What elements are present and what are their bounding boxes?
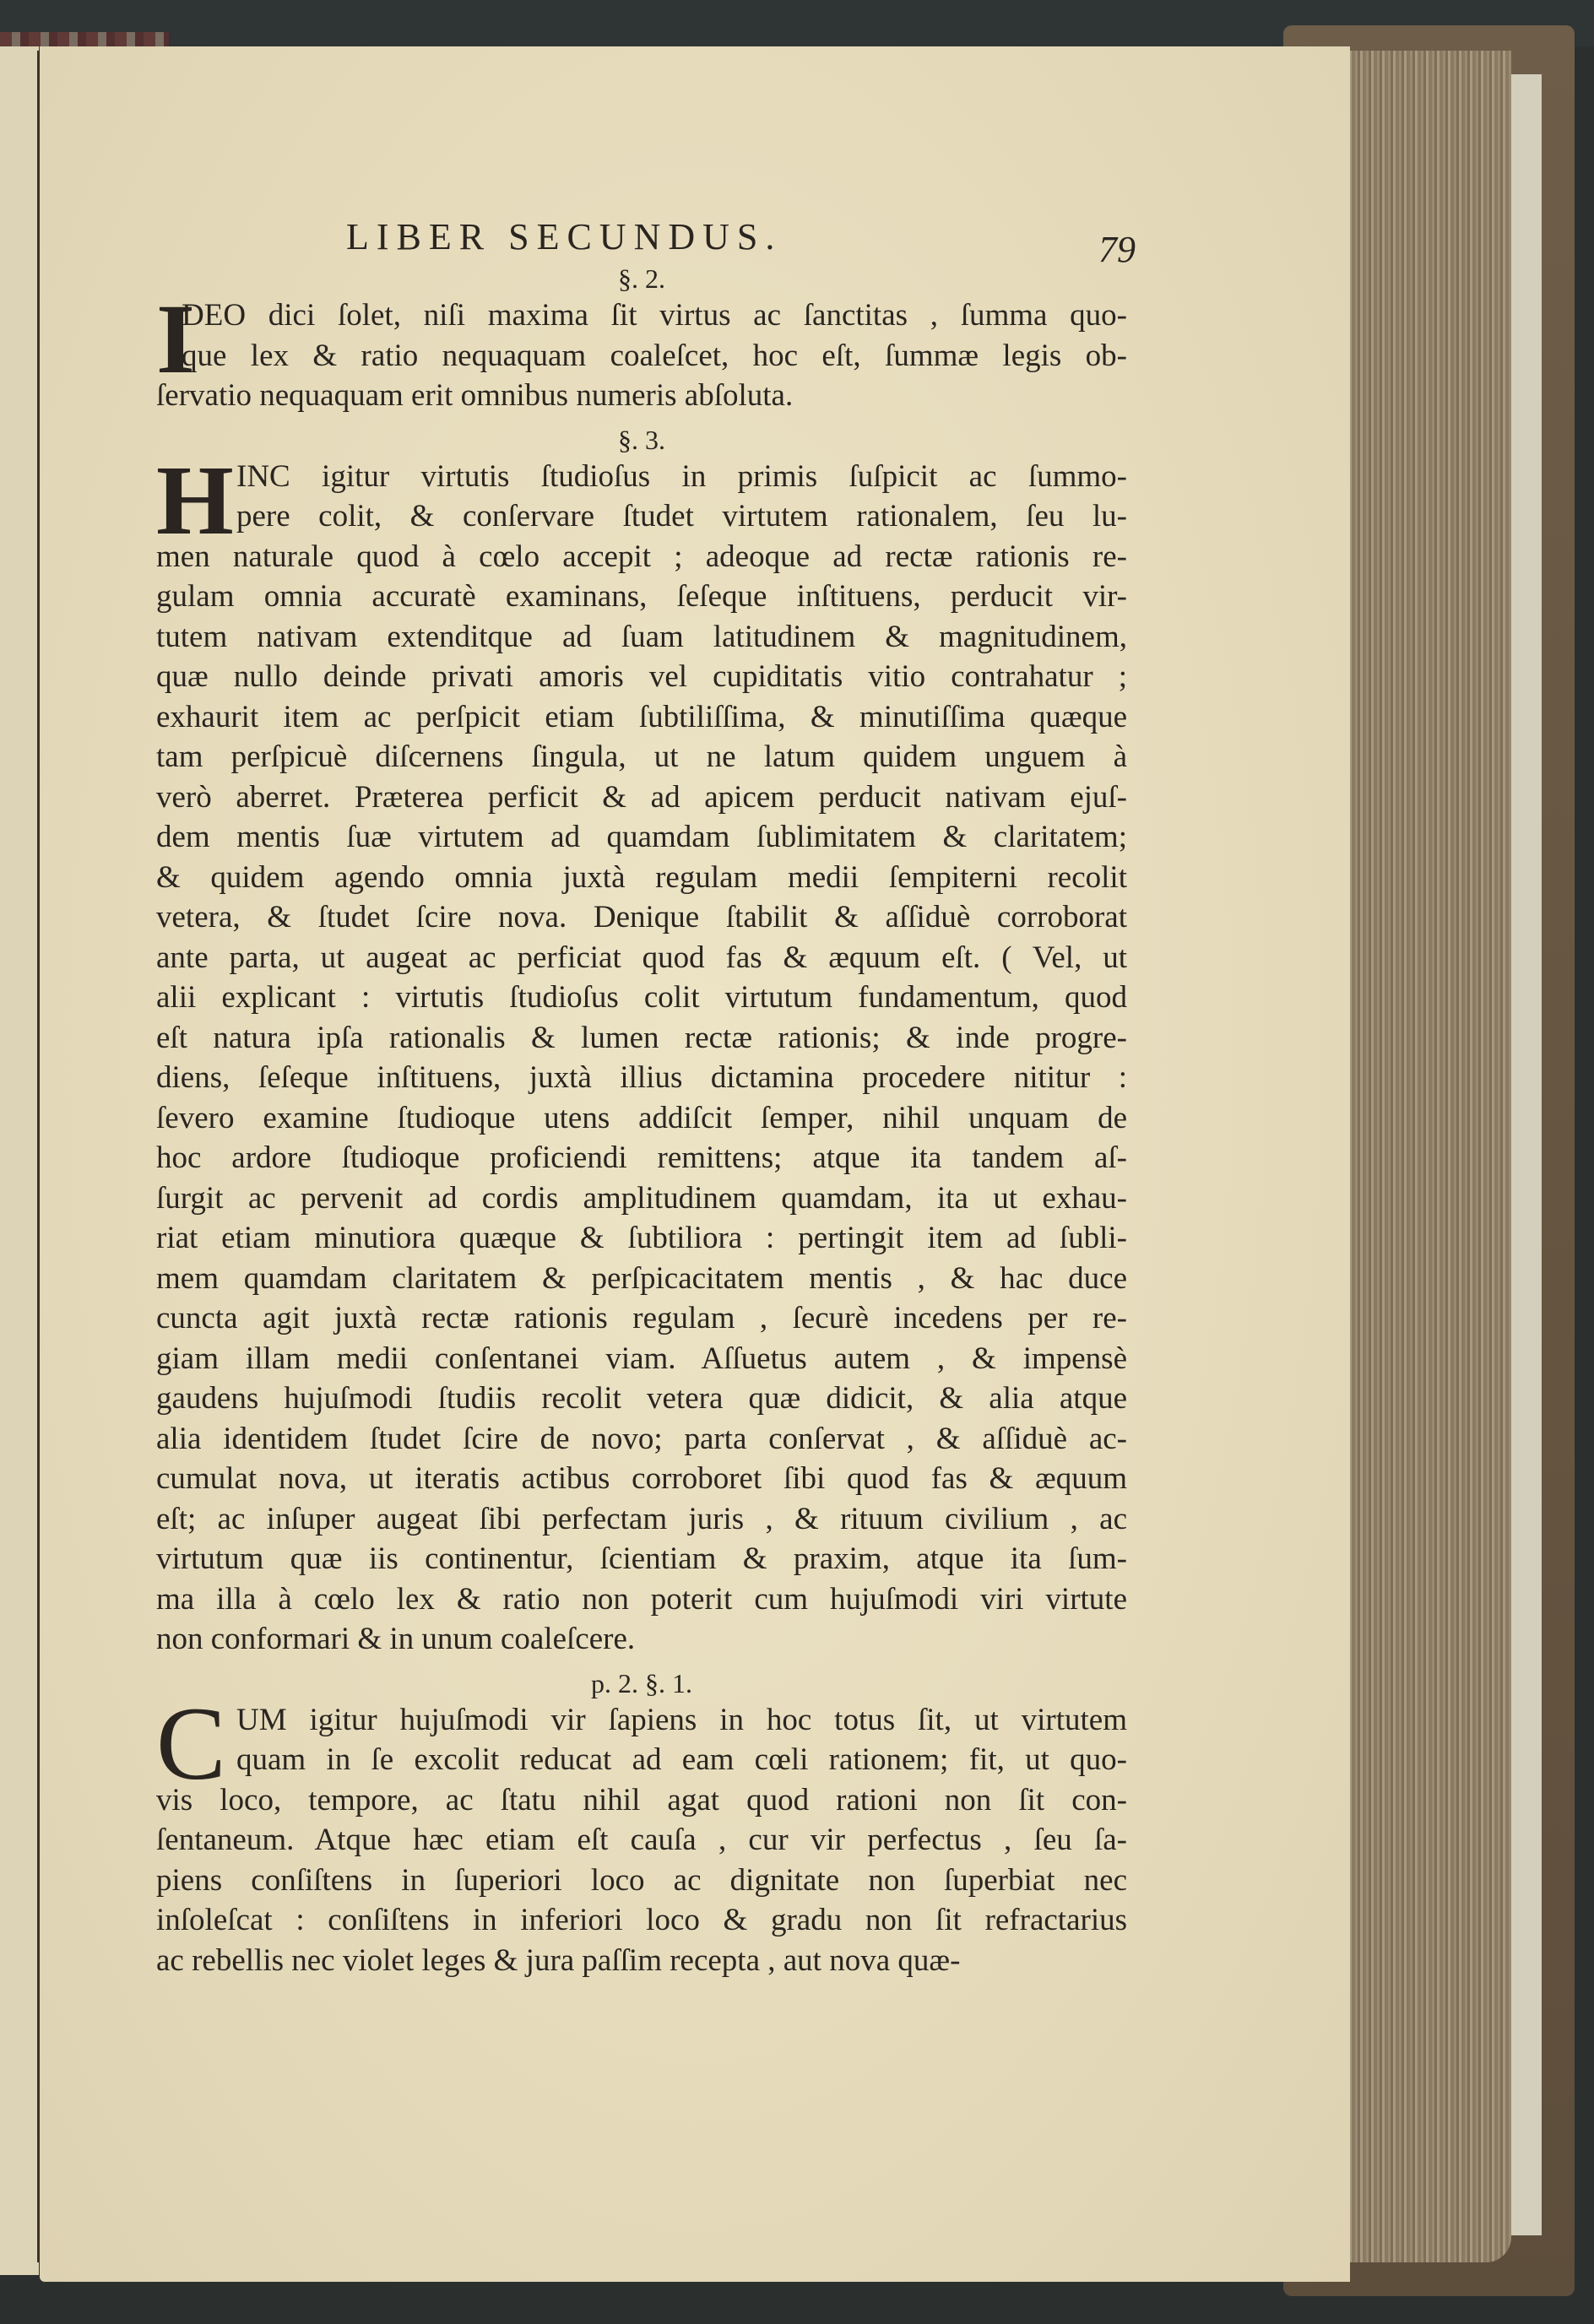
text-line: alia identidem ſtudet ſcire de novo; parta conſervat , & aſſiduè ac-: [156, 1421, 1127, 1456]
text-line: ſervatio nequaquam erit omnibus numeris abſoluta.: [156, 378, 794, 413]
text-line: eſt; ac inſuper augeat ſibi perfectam juris , & rituum civilium , ac: [156, 1501, 1127, 1536]
text-line: ma illa à cœlo lex & ratio non poterit cum hujuſmodi viri virtute: [156, 1581, 1127, 1617]
text-line: alii explicant : virtutis ſtudioſus colit virtutum fundamentum, quod: [156, 980, 1127, 1015]
text-line: ſurgit ac pervenit ad cordis amplitudinem quamdam, ita ut exhau-: [156, 1180, 1127, 1216]
text-line: vis loco, tempore, ac ſtatu nihil agat quod rationi non ſit con-: [156, 1782, 1127, 1817]
drop-cap: H: [156, 444, 234, 555]
page-block-edges: [1347, 51, 1511, 2262]
text-line: quam in ſe excolit reducat ad eam cœli rationem; fit, ut quo-: [236, 1742, 1127, 1777]
paragraph: [156, 284, 1127, 416]
text-line: mem quamdam claritatem & perſpicacitatem mentis , & hac duce: [156, 1260, 1127, 1296]
text-line: cumulat nova, ut iteratis actibus corroboret ſibi quod fas & æquum: [156, 1461, 1127, 1496]
section-mark: §. 3.: [618, 424, 665, 455]
text-line: cuncta agit juxtà rectæ rationis regulam , ſecurè incedens per re-: [156, 1301, 1127, 1335]
paragraph: [156, 1685, 1127, 1981]
running-head: [156, 203, 1136, 270]
paragraph: [156, 444, 1127, 1660]
text-line: piens conſiſtens in ſuperiori loco ac dignitate non ſuperbiat nec: [156, 1862, 1127, 1898]
text-line: ante parta, ut augeat ac perficiat quod fas & æquum eſt. ( Vel, ut: [156, 940, 1127, 975]
endpaper: [1510, 74, 1542, 2235]
left-page-edge: [0, 46, 39, 2275]
text-line: ac rebellis nec violet leges & jura paſſim recepta , aut nova quæ-: [156, 1942, 961, 1978]
text-line: pere colit, & conſervare ſtudet virtutem rationalem, ſeu lu-: [236, 499, 1127, 534]
text-line: gulam omnia accuratè examinans, ſeſeque inſtituens, perducit vir-: [156, 579, 1127, 614]
running-title: LIBER SECUNDUS.: [346, 216, 783, 257]
text-line: giam illam medii conſentanei viam. Aſſuetus autem , & impensè: [156, 1341, 1127, 1376]
text-line: hoc ardore ſtudioque proficiendi remittens; atque ita tandem aſ-: [156, 1140, 1127, 1175]
text-line: tam perſpicuè diſcernens ſingula, ut ne latum quidem unguem à: [156, 739, 1127, 774]
text-line: ſentaneum. Atque hæc etiam eſt cauſa , cur vir perfectus , ſeu ſa-: [156, 1823, 1127, 1857]
text-line: inſoleſcat : conſiſtens in inferiori loco & gradu non ſit refractarius: [156, 1903, 1127, 1937]
text-line: que lex & ratio nequaquam coaleſcet, hoc eſt, ſummæ legis ob-: [182, 338, 1127, 373]
text-line: INC igitur virtutis ſtudioſus in primis ſuſpicit ac ſummo-: [236, 458, 1127, 494]
page-number: 79: [1098, 229, 1136, 270]
section-mark: p. 2. §. 1.: [591, 1667, 692, 1698]
text-line: dem mentis ſuæ virtutem ad quamdam ſublimitatem & claritatem;: [156, 820, 1127, 854]
text-line: riat etiam minutiora quæque & ſubtiliora : pertingit item ad ſubli-: [156, 1221, 1127, 1255]
text-line: & quidem agendo omnia juxtà regulam medii ſempiterni recolit: [156, 859, 1127, 895]
text-line: tutem nativam extenditque ad ſuam latitudinem & magnitudinem,: [156, 619, 1127, 654]
drop-cap: C: [156, 1685, 226, 1801]
text-line: ſevero examine ſtudioque utens addiſcit ſemper, nihil unquam de: [156, 1100, 1127, 1135]
text-line: quæ nullo deinde privati amoris vel cupiditatis vitio contrahatur ;: [156, 659, 1127, 694]
text-line: gaudens hujuſmodi ſtudiis recolit vetera quæ didicit, & alia atque: [156, 1381, 1127, 1416]
text-line: eſt natura ipſa rationalis & lumen rectæ rationis; & inde progre-: [156, 1020, 1127, 1055]
text-line: DEO dici ſolet, niſi maxima ſit virtus ac ſanctitas , ſumma quo-: [182, 298, 1127, 333]
text-line: non conformari & in unum coaleſcere.: [156, 1622, 636, 1656]
drop-cap: I: [156, 284, 195, 394]
text-line: vetera, & ſtudet ſcire nova. Denique ſtabilit & aſſiduè corroborat: [156, 900, 1127, 934]
section-mark: §. 2.: [618, 263, 665, 294]
text-line: men naturale quod à cœlo accepit ; adeoque ad rectæ rationis re-: [156, 539, 1127, 574]
text-line: verò aberret. Præterea perficit & ad apicem perducit nativam ejuſ-: [156, 779, 1127, 815]
text-line: exhaurit item ac perſpicit etiam ſubtiliſſima, & minutiſſima quæque: [156, 699, 1127, 734]
text-line: UM igitur hujuſmodi vir ſapiens in hoc totus ſit, ut virtutem: [236, 1702, 1127, 1737]
text-line: diens, ſeſeque inſtituens, juxtà illius dictamina procedere nititur :: [156, 1060, 1127, 1095]
text-line: virtutum quæ iis continentur, ſcientiam & praxim, atque ita ſum-: [156, 1541, 1127, 1576]
text-column: [156, 203, 1136, 1980]
